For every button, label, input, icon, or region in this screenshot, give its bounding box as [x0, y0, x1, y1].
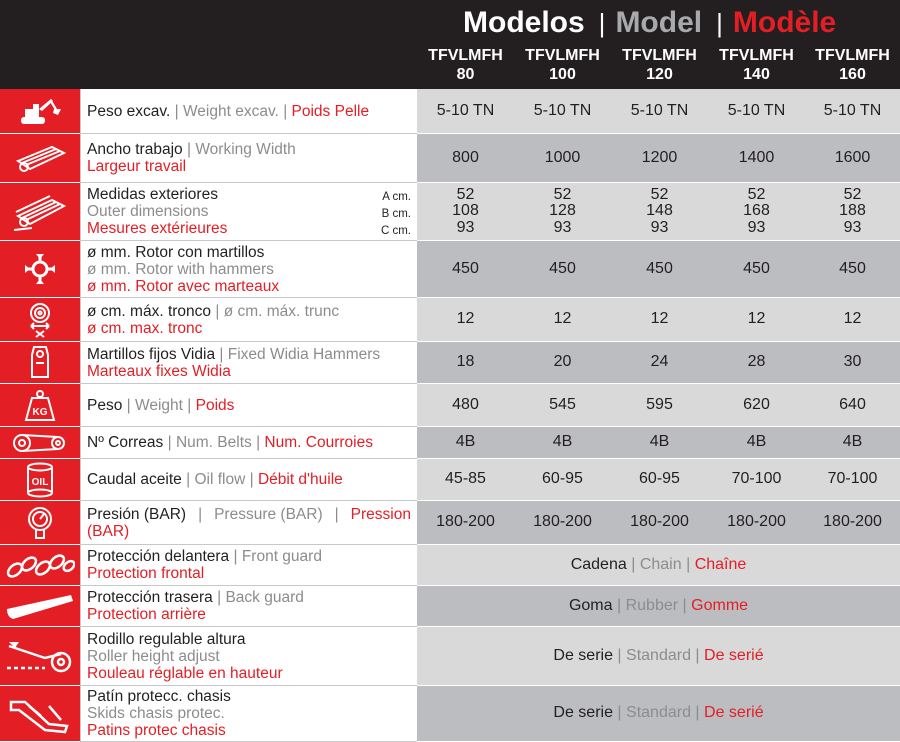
- oil-barrel-icon: [0, 459, 80, 501]
- value-cell: De serie | Standard | De serié: [417, 627, 900, 686]
- value-cell: 640: [805, 384, 900, 427]
- dimension-labels: A cm. B cm. C cm.: [380, 191, 411, 237]
- table-row: Protección delantera | Front guard Protection frontal Cadena | Chain | Chaîne: [0, 545, 900, 586]
- value-cell: 52 148 93: [611, 183, 708, 241]
- value-cell: 4B: [708, 427, 805, 459]
- table-row: Nº Correas | Num. Belts | Num. Courroies 4B 4B 4B 4B 4B: [0, 427, 900, 459]
- value-cell: 595: [611, 384, 708, 427]
- value-cell: 450: [417, 241, 514, 298]
- value-cell: 180-200: [611, 501, 708, 545]
- value-cell: 4B: [417, 427, 514, 459]
- value-cell: 1400: [708, 134, 805, 183]
- value-cell: 60-95: [514, 459, 611, 501]
- value-cell: 28: [708, 342, 805, 384]
- value-cell: 12: [514, 298, 611, 342]
- roller-icon: [0, 627, 80, 686]
- value-cell: 450: [611, 241, 708, 298]
- trunk-icon: [0, 298, 80, 342]
- hammer-icon: [0, 342, 80, 384]
- rubber-guard-icon: [0, 586, 80, 627]
- value-cell: 180-200: [708, 501, 805, 545]
- value-cell: 620: [708, 384, 805, 427]
- value-cell: 180-200: [417, 501, 514, 545]
- value-cell: 30: [805, 342, 900, 384]
- skids-icon: [0, 686, 80, 742]
- table-row: Patín protecc. chasis Skids chasis protec. Patins protec chasis De serie | Standard | De serié: [0, 686, 900, 742]
- value-cell: 480: [417, 384, 514, 427]
- value-cell: 450: [514, 241, 611, 298]
- belts-icon: [0, 427, 80, 459]
- value-cell: 5-10 TN: [611, 89, 708, 134]
- table-row: ø mm. Rotor con martillos ø mm. Rotor with hammers ø mm. Rotor avec marteaux 450 450 450 450 450: [0, 241, 900, 298]
- value-cell: 180-200: [805, 501, 900, 545]
- value-cell: 24: [611, 342, 708, 384]
- rotor-icon: [0, 241, 80, 298]
- value-cell: 45-85: [417, 459, 514, 501]
- title-fr: Modèle: [732, 6, 837, 39]
- table-row: OIL Caudal aceite | Oil flow | Débit d'huile 45-85 60-95 60-95 70-100 70-100: [0, 459, 900, 501]
- value-cell: 180-200: [514, 501, 611, 545]
- table-row: ø cm. máx. tronco | ø cm. máx. trunc ø cm. max. tronc 12 12 12 12 12: [0, 298, 900, 342]
- value-cell: 1200: [611, 134, 708, 183]
- model-header-140: TFVLMFH 140: [719, 47, 794, 83]
- table-row: KG Peso | Weight | Poids 480 545 595 620 640: [0, 384, 900, 427]
- value-cell: 1600: [805, 134, 900, 183]
- table-row: Peso excav. | Weight excav. | Poids Pelle 5-10 TN 5-10 TN 5-10 TN 5-10 TN 5-10 TN: [0, 89, 900, 134]
- pressure-gauge-icon: [0, 501, 80, 545]
- title-en: Model: [615, 6, 703, 39]
- value-cell: 70-100: [805, 459, 900, 501]
- value-cell: 70-100: [708, 459, 805, 501]
- value-cell: 52 128 93: [514, 183, 611, 241]
- value-cell: Goma | Rubber | Gomme: [417, 586, 900, 627]
- value-cell: 18: [417, 342, 514, 384]
- svg-text:KG: KG: [32, 407, 48, 418]
- value-cell: 5-10 TN: [417, 89, 514, 134]
- value-cell: 12: [417, 298, 514, 342]
- mulcher-dimensions-icon: [0, 183, 80, 241]
- value-cell: 12: [611, 298, 708, 342]
- models-title: Modelos | Model | Modèle: [463, 6, 837, 39]
- row-label-es: Peso excav.: [87, 102, 171, 120]
- chain-icon: [0, 545, 80, 586]
- value-cell: 4B: [805, 427, 900, 459]
- table-row: Protección trasera | Back guard Protection arrière Goma | Rubber | Gomme: [0, 586, 900, 627]
- table-row: Ancho trabajo | Working Width Largeur travail 800 1000 1200 1400 1600: [0, 134, 900, 183]
- model-header-120: TFVLMFH 120: [622, 47, 697, 83]
- value-cell: 450: [805, 241, 900, 298]
- value-cell: 5-10 TN: [805, 89, 900, 134]
- value-cell: 52 108 93: [417, 183, 514, 241]
- pressure-fr-label: Pression: [350, 505, 411, 523]
- value-cell: De serie | Standard | De serié: [417, 686, 900, 742]
- value-cell: 450: [708, 241, 805, 298]
- value-cell: 4B: [611, 427, 708, 459]
- table-row: Presión (BAR) | Pressure (BAR) | Pression (BAR) 180-200 180-200 180-200 180-200 180-200: [0, 501, 900, 545]
- value-cell: 12: [708, 298, 805, 342]
- excavator-icon: [0, 89, 80, 134]
- title-es: Modelos: [463, 6, 585, 39]
- value-cell: 1000: [514, 134, 611, 183]
- table-row: Medidas exteriores Outer dimensions Mesures extérieures A cm. B cm. C cm. 52 108 93 52 128 93 52 148 93 52 168 93 52 188 93: [0, 183, 900, 241]
- value-cell: Cadena | Chain | Chaîne: [417, 545, 900, 586]
- weight-kg-icon: [0, 384, 80, 427]
- model-header-160: TFVLMFH 160: [815, 47, 890, 83]
- svg-text:OIL: OIL: [31, 476, 49, 488]
- value-cell: 545: [514, 384, 611, 427]
- table-row: Martillos fijos Vidia | Fixed Widia Hammers Marteaux fixes Widia 18 20 24 28 30: [0, 342, 900, 384]
- mulcher-width-icon: [0, 134, 80, 183]
- value-cell: 5-10 TN: [708, 89, 805, 134]
- value-cell: 12: [805, 298, 900, 342]
- value-cell: 4B: [514, 427, 611, 459]
- value-cell: 60-95: [611, 459, 708, 501]
- value-cell: 52 168 93: [708, 183, 805, 241]
- table-header: [0, 0, 900, 89]
- model-header-80: TFVLMFH 80: [428, 47, 503, 83]
- table-row: Rodillo regulable altura Roller height adjust Rouleau réglable en hauteur De serie | Standard | De serié: [0, 627, 900, 686]
- value-cell: 5-10 TN: [514, 89, 611, 134]
- model-header-100: TFVLMFH 100: [525, 47, 600, 83]
- value-cell: 52 188 93: [805, 183, 900, 241]
- value-cell: 800: [417, 134, 514, 183]
- value-cell: 20: [514, 342, 611, 384]
